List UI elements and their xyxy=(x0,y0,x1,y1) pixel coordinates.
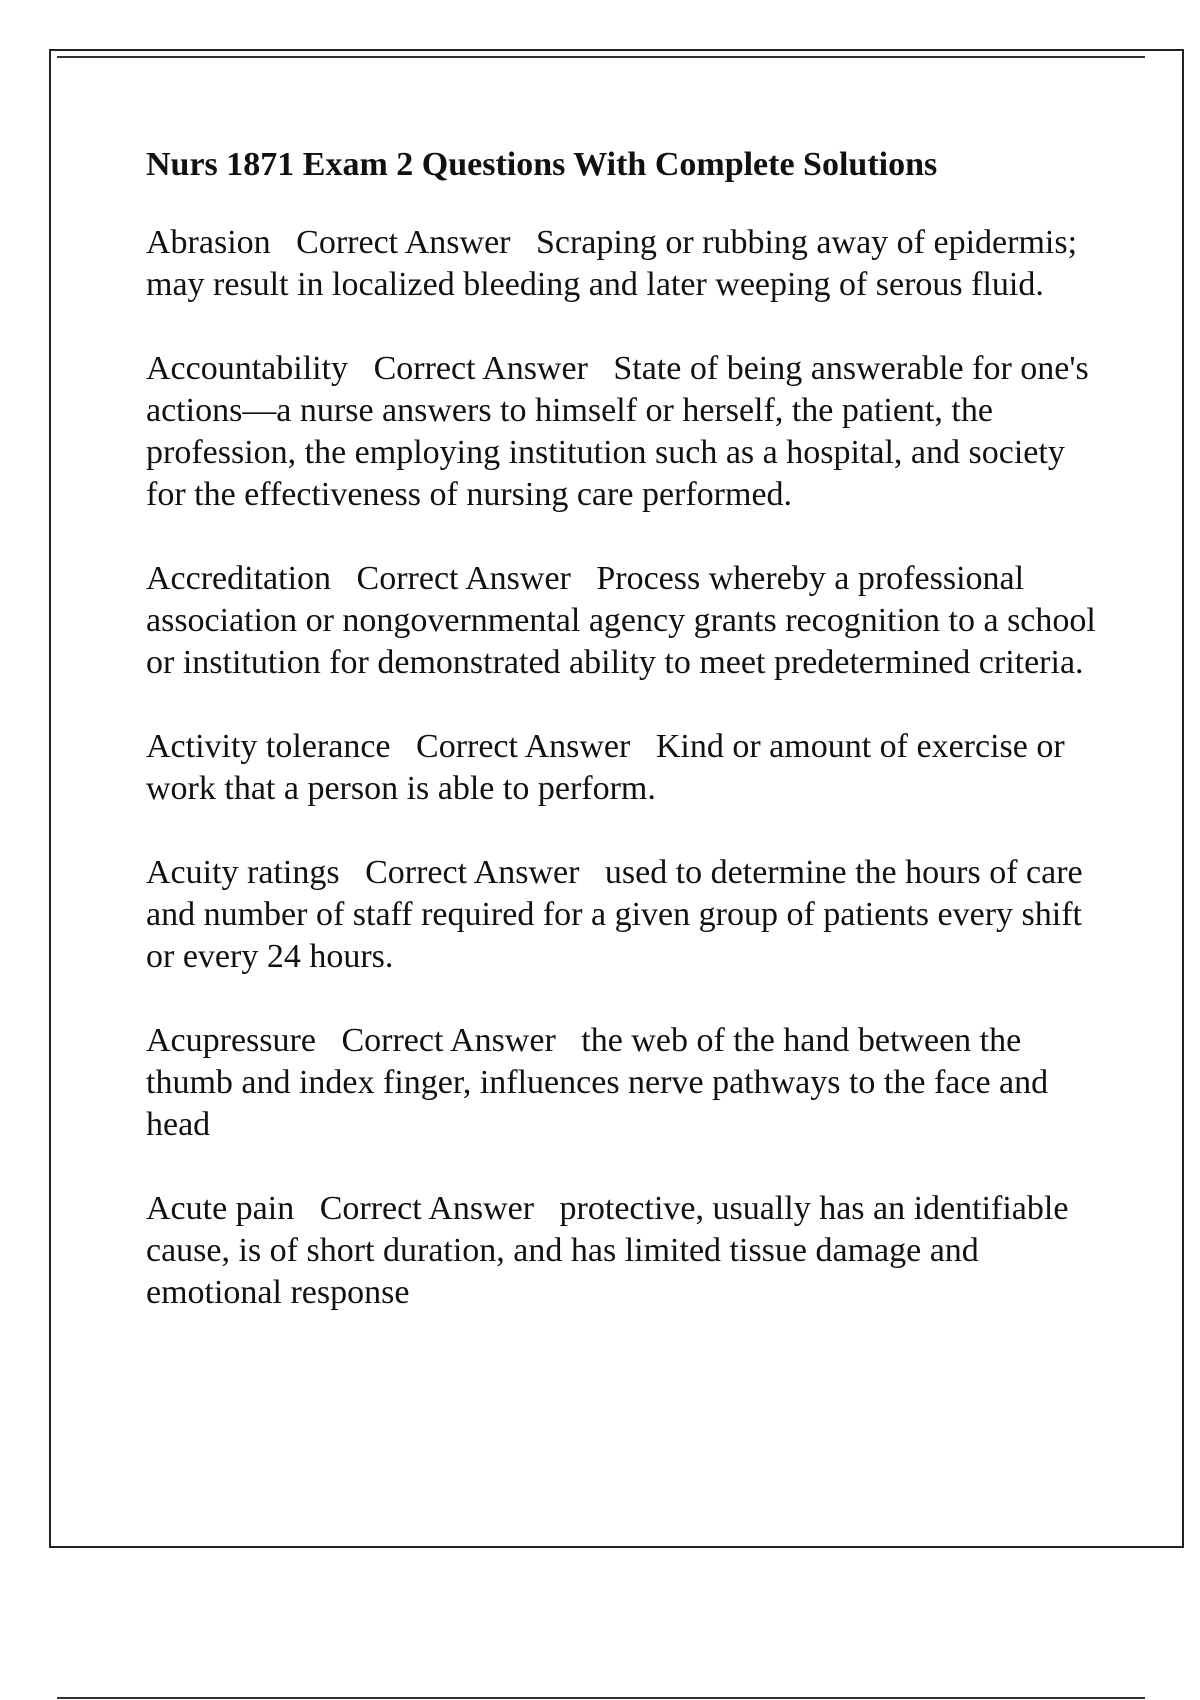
entry-term: Acuity ratings xyxy=(146,854,340,891)
entry-definition: the web of the hand between the thumb and index finger, influences nerve pathways to the face and head xyxy=(146,1022,1049,1143)
entry-abrasion xyxy=(146,222,1106,306)
entry-answer-label: Correct Answer xyxy=(416,728,631,765)
entry-term: Acupressure xyxy=(146,1022,316,1059)
top-rule xyxy=(57,56,1145,58)
entry-accountability xyxy=(146,348,1106,516)
document-body xyxy=(146,144,1106,1356)
entry-definition: Scraping or rubbing away of epidermis; may result in localized bleeding and later weeping of serous fluid. xyxy=(146,224,1078,303)
entry-activity-tolerance xyxy=(146,726,1106,810)
entry-answer-label: Correct Answer xyxy=(296,224,511,261)
entry-term: Activity tolerance xyxy=(146,728,391,765)
bottom-rule xyxy=(57,1697,1145,1699)
entry-definition: protective, usually has an identifiable cause, is of short duration, and has limited tissue damage and emotional response xyxy=(146,1190,1069,1311)
entry-term: Accreditation xyxy=(146,560,332,597)
entry-acupressure xyxy=(146,1020,1106,1146)
entry-definition: Kind or amount of exercise or work that a person is able to perform. xyxy=(146,728,1065,807)
entry-answer-label: Correct Answer xyxy=(356,560,571,597)
document-title: Nurs 1871 Exam 2 Questions With Complete Solutions xyxy=(146,146,938,183)
entry-acute-pain xyxy=(146,1188,1106,1314)
entry-answer-label: Correct Answer xyxy=(365,854,580,891)
entry-answer-label: Correct Answer xyxy=(341,1022,556,1059)
entry-answer-label: Correct Answer xyxy=(319,1190,535,1227)
entry-accreditation xyxy=(146,558,1106,684)
entry-definition: used to determine the hours of care and number of staff required for a given group of patients every shift or every 24 hours. xyxy=(146,854,1083,975)
entry-term: Abrasion xyxy=(146,224,271,261)
entry-answer-label: Correct Answer xyxy=(373,350,588,387)
entry-definition: Process whereby a professional association or nongovernmental agency grants recognition to a school or institution for demonstrated ability to meet predetermined criteria. xyxy=(146,560,1096,681)
entry-term: Acute pain xyxy=(146,1190,295,1227)
entry-definition: State of being answerable for one's actions—a nurse answers to himself or herself, the patient, the profession, the employing institution such as a hospital, and society for the effectiveness of nursing care performed. xyxy=(146,350,1089,513)
entry-acuity-ratings xyxy=(146,852,1106,978)
entry-term: Accountability xyxy=(146,350,349,387)
